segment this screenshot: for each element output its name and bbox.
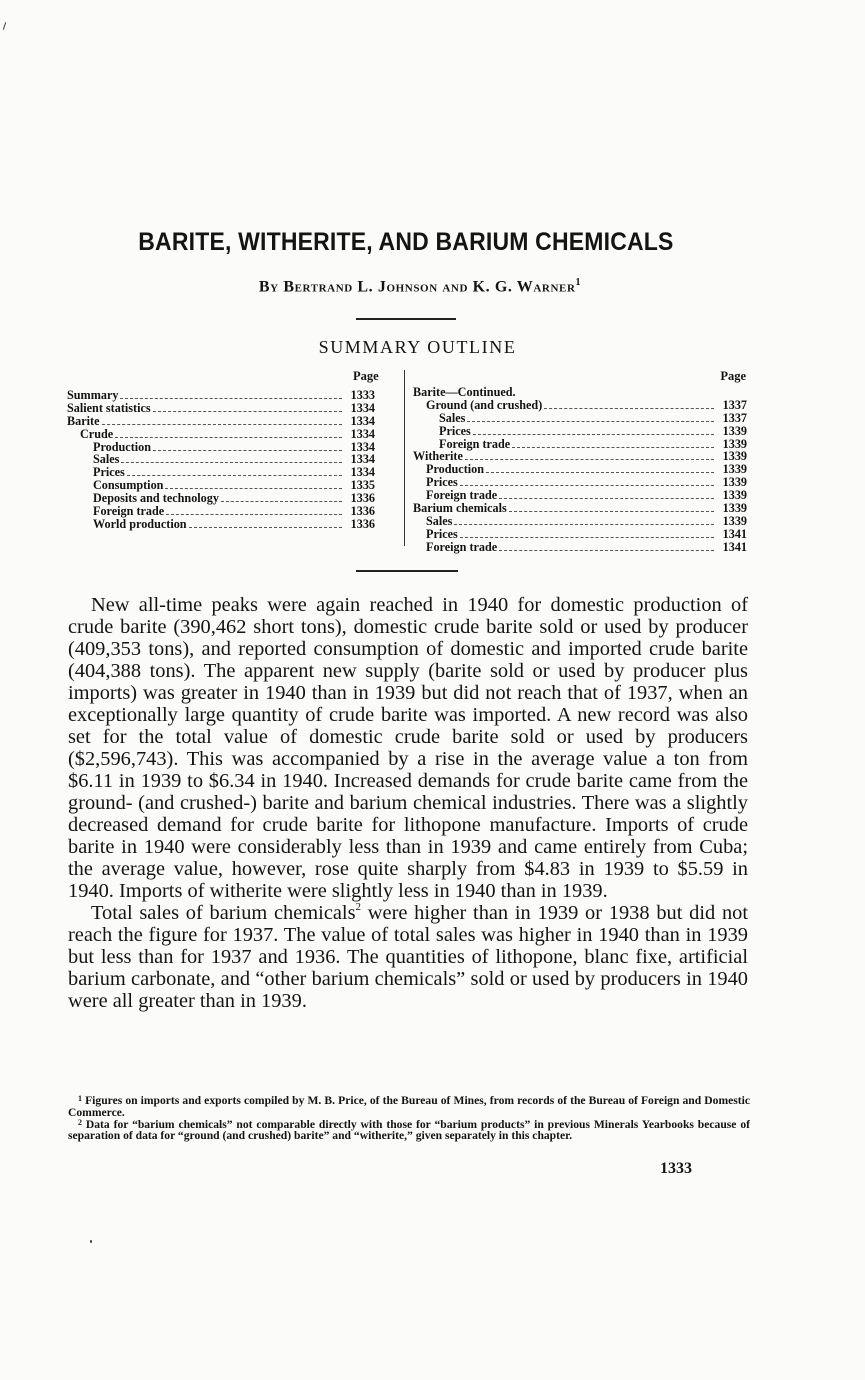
toc-right-column xyxy=(413,386,747,554)
toc-leader-dots xyxy=(499,550,714,551)
toc-entry-page: 1339 xyxy=(722,436,747,451)
toc-entry-right xyxy=(413,438,747,451)
toc-entry-label: Prices xyxy=(426,526,458,541)
byline xyxy=(0,277,840,296)
toc-entry-right xyxy=(413,412,747,425)
toc-entry-page: 1334 xyxy=(350,452,375,467)
paragraph-2-rest: were higher than in 1939 or 1938 but did not reach the figure for 1937. The value of total sales was higher in 1940 than in 1939 but less than for 1937 and 1936. The quantities of lithopone, blanc fixe, artificial barium carbonate, and “other barium chemicals” sold or used by producers in 1940 were all greater than in 1939. xyxy=(68,902,748,1012)
toc-entry-label: Prices xyxy=(426,475,458,490)
scan-speck xyxy=(3,22,6,30)
toc-entry-page: 1339 xyxy=(722,462,747,477)
footnote-1-ref: 1 xyxy=(78,1094,82,1103)
toc-entry-label: Witherite xyxy=(413,449,463,464)
toc-entry-left xyxy=(67,389,375,402)
toc-column-divider xyxy=(404,370,405,546)
toc-entry-right xyxy=(413,463,747,476)
toc-entry-label: Foreign trade xyxy=(426,488,498,503)
toc-entry-label: Foreign trade xyxy=(439,436,511,451)
toc-leader-dots xyxy=(460,485,714,486)
scan-speck xyxy=(90,1240,92,1243)
toc-entry-page: 1339 xyxy=(722,449,747,464)
toc-entry-right xyxy=(413,386,747,399)
toc-entry-page: 1336 xyxy=(350,516,375,531)
toc-entry-right xyxy=(413,425,747,438)
footnote-2-ref: 2 xyxy=(78,1117,82,1127)
toc-entry-label: Production xyxy=(426,462,485,477)
toc-entry-page: 1337 xyxy=(722,410,747,425)
toc-entry-page: 1334 xyxy=(350,465,375,480)
toc-entry-label: Barite—Continued. xyxy=(413,385,516,399)
toc-entry-left xyxy=(67,518,375,531)
toc-leader-dots xyxy=(120,398,342,399)
toc-entry-page: 1335 xyxy=(350,478,375,493)
outline-divider xyxy=(356,570,458,572)
toc-entry-label: Ground (and crushed) xyxy=(426,397,543,412)
toc-entry-page: 1336 xyxy=(350,491,375,506)
toc-entry-page: 1334 xyxy=(350,426,375,441)
toc-entry-label: Foreign trade xyxy=(93,504,165,519)
toc-entry-label: Production xyxy=(93,439,152,454)
toc-entry-page: 1339 xyxy=(722,513,747,528)
toc-leader-dots xyxy=(509,511,714,512)
toc-entry-right xyxy=(413,515,747,528)
body-paragraph-2 xyxy=(68,902,748,1012)
toc-entry-right xyxy=(413,399,747,412)
toc-entry-page: 1333 xyxy=(350,388,375,402)
toc-leader-dots xyxy=(102,424,343,425)
toc-left-column xyxy=(67,389,375,531)
footnote-2 xyxy=(68,1119,750,1143)
toc-entry-left xyxy=(67,428,375,441)
toc-entry-page: 1339 xyxy=(722,488,747,503)
toc-entry-right xyxy=(413,541,747,554)
toc-entry-page: 1339 xyxy=(722,501,747,516)
toc-leader-dots xyxy=(153,411,342,412)
byline-footnote-ref: 1 xyxy=(575,277,582,288)
toc-entry-label: World production xyxy=(93,516,187,531)
toc-leader-dots xyxy=(460,537,714,538)
toc-entry-label: Foreign trade xyxy=(426,539,498,554)
toc-entry-page: 1339 xyxy=(722,423,747,438)
toc-entry-page: 1336 xyxy=(350,504,375,519)
toc-entry-page: 1339 xyxy=(722,475,747,490)
toc-leader-dots xyxy=(473,434,714,435)
toc-leader-dots xyxy=(486,472,714,473)
toc-entry-label: Sales xyxy=(93,452,120,467)
toc-entry-label: Deposits and technology xyxy=(93,491,219,506)
page-title: BARITE, WITHERITE, AND BARIUM CHEMICALS xyxy=(138,228,674,256)
toc-entry-label: Barite xyxy=(67,413,100,428)
footnotes xyxy=(68,1095,750,1142)
toc-entry-label: Consumption xyxy=(93,478,164,493)
toc-page-header-left: Page xyxy=(353,369,379,383)
toc-leader-dots xyxy=(189,527,342,528)
toc-leader-dots xyxy=(544,408,714,409)
toc-entry-label: Sales xyxy=(439,410,466,425)
toc-entry-page: 1334 xyxy=(350,400,375,415)
toc-entry-page: 1341 xyxy=(722,526,747,541)
body-paragraph-1: New all-time peaks were again reached in 1940 for domestic production of crude barite (390,462 short tons), domestic crude barite sold or used by producer (409,353 tons), and reported consumption of domestic and imported crude barite (404,388 tons). The apparent new supply (barite sold or used by producer plus imports) was greater in 1940 than in 1939 but did not reach that of 1937, when an exceptionally large quantity of crude barite was imported. A new record was also set for the total value of domestic crude barite sold or used by producers ($2,596,743). This was accompanied by a rise in the average value a ton from $6.11 in 1939 to $6.34 in 1940. Increased demands for crude barite came from the ground- (and crushed-) barite and barium chemical industries. There was a slightly decreased demand for crude barite for lithopone manufacture. Imports of crude barite in 1940 were considerably less than in 1939 and came entirely from Cuba; the average value, however, rose quite sharply from $4.83 in 1939 to $5.59 in 1940. Imports of witherite were slightly less in 1940 than in 1939. xyxy=(68,594,748,902)
toc-entry-label: Sales xyxy=(426,513,453,528)
toc-leader-dots xyxy=(465,459,714,460)
outline-heading: SUMMARY OUTLINE xyxy=(318,337,517,357)
toc-page-header-right: Page xyxy=(720,369,746,383)
paragraph-2-start: Total sales of barium chemicals xyxy=(91,902,356,924)
page-number: 1333 xyxy=(660,1160,692,1177)
toc-entry-left xyxy=(67,505,375,518)
toc-leader-dots xyxy=(165,488,342,489)
footnote-ref-2: 2 xyxy=(355,901,362,913)
byline-authors: Bertrand L. Johnson and K. G. Warner xyxy=(283,278,576,296)
toc-entry-right xyxy=(413,528,747,541)
toc-entry-right xyxy=(413,502,747,515)
toc-leader-dots xyxy=(166,514,342,515)
toc-leader-dots xyxy=(454,524,714,525)
toc-entry-label: Summary xyxy=(67,388,119,402)
footnote-2-text: Data for “barium chemicals” not comparable directly with those for “barium products” in previous Minerals Yearbooks because of separation of data for “ground (and crushed) barite” and “witherite,” given separately in this chapter. xyxy=(68,1117,750,1143)
footnote-1-text: Figures on imports and exports compiled by M. B. Price, of the Bureau of Mines, from records of the Bureau of Foreign and Domestic Commerce. xyxy=(68,1094,750,1119)
toc-leader-dots xyxy=(121,462,342,463)
footnote-1 xyxy=(68,1095,750,1119)
toc-leader-dots xyxy=(127,475,342,476)
toc-entry-page: 1341 xyxy=(722,539,747,554)
toc-entry-page: 1337 xyxy=(722,397,747,412)
toc-leader-dots xyxy=(499,498,714,499)
toc-leader-dots xyxy=(115,437,342,438)
title-divider xyxy=(356,318,456,320)
toc-entry-label: Barium chemicals xyxy=(413,501,507,516)
toc-entry-label: Crude xyxy=(80,426,114,441)
toc-entry-page: 1334 xyxy=(350,413,375,428)
toc-leader-dots xyxy=(153,450,342,451)
byline-prefix: By xyxy=(258,278,279,296)
toc-entry-label: Prices xyxy=(93,465,125,480)
toc-entry-left xyxy=(67,402,375,415)
toc-entry-page: 1334 xyxy=(350,439,375,454)
toc-leader-dots xyxy=(221,501,342,502)
toc-entry-label: Salient statistics xyxy=(67,400,151,415)
toc-entry-left xyxy=(67,415,375,428)
toc-leader-dots xyxy=(512,447,714,448)
toc-leader-dots xyxy=(467,421,714,422)
body-text xyxy=(68,594,748,1012)
toc-entry-label: Prices xyxy=(439,423,471,438)
